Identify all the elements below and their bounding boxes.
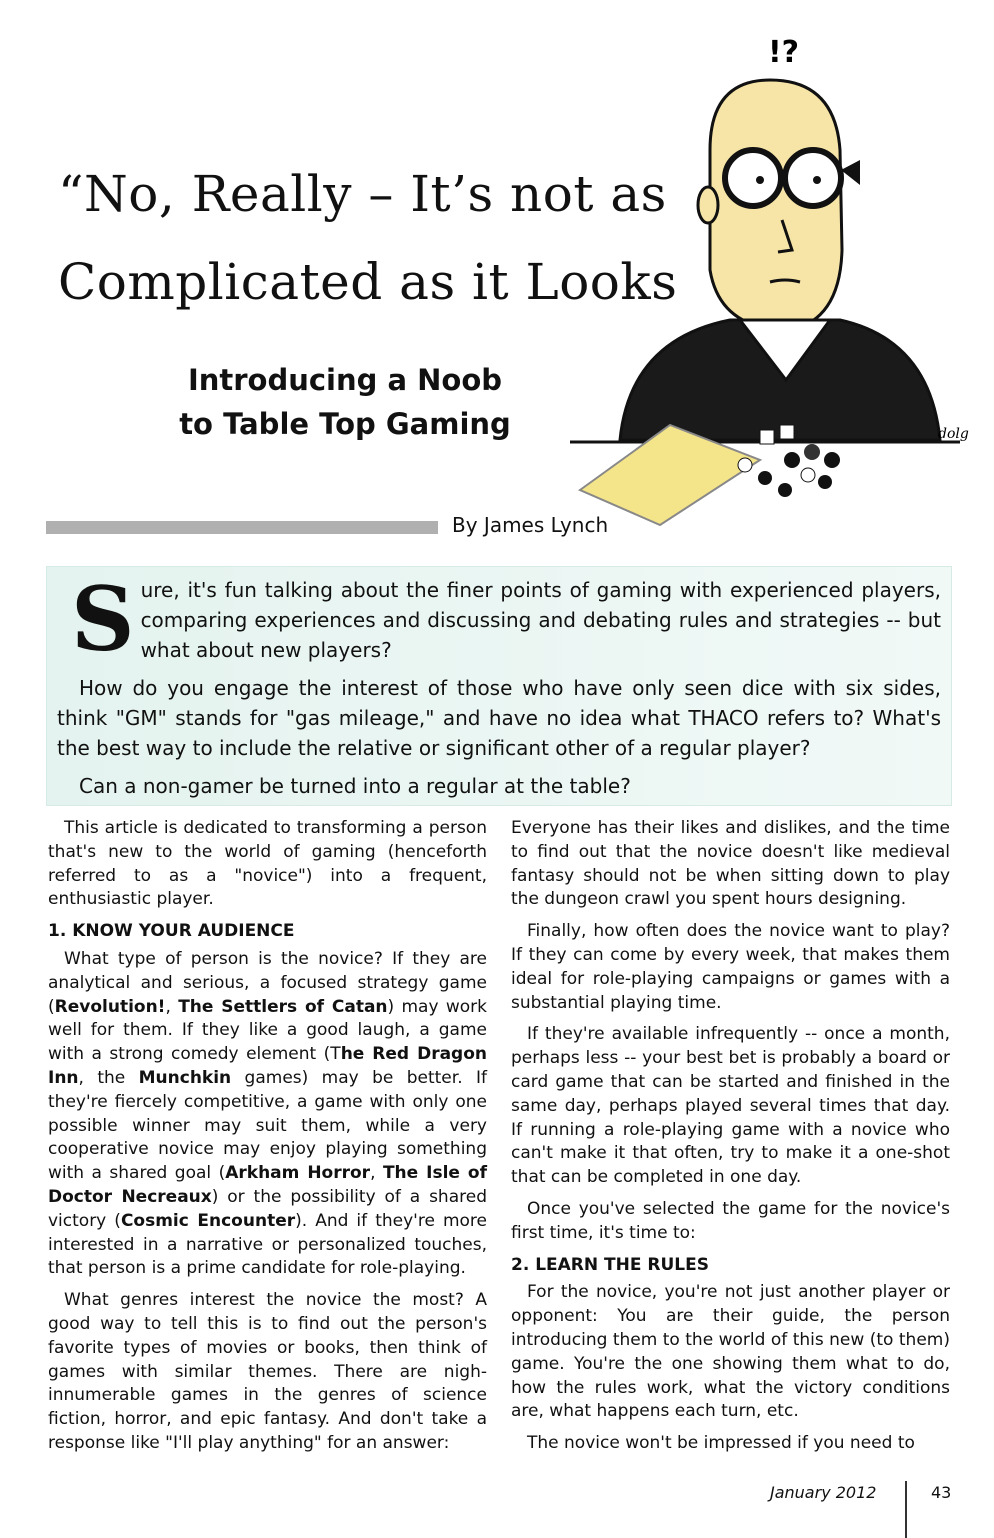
right-column — [511, 817, 950, 1464]
intro-paragraph: How do you engage the interest of those who have only seen dice with six sides, think "GM" stands for "gas mileage," and have no idea what THACO refers to? What's the best way to include the relative or significant other of a regular player? — [57, 676, 941, 760]
game-title: The Settlers of Catan — [178, 996, 388, 1017]
game-title: Cosmic Encounter — [120, 1210, 296, 1231]
drop-cap: S — [71, 567, 135, 671]
byline-rule — [46, 521, 438, 534]
byline: By James Lynch — [452, 513, 609, 537]
page-number: 43 — [931, 1483, 952, 1502]
cartoon-illustration — [560, 20, 980, 540]
body-paragraph: This article is dedicated to transforming a person that's new to the world of gaming (henceforth referred to as a "novice") into a frequent, enthusiastic player. — [48, 818, 487, 910]
artist-signature: dolg — [938, 426, 969, 442]
game-title: Munchkin — [138, 1067, 232, 1088]
footer-divider — [905, 1481, 907, 1538]
body-paragraph: Everyone has their likes and dislikes, and the time to find out that the novice doesn't like medieval fantasy should not be when sitting down to play the dungeon crawl you spent hours designing. — [511, 818, 950, 910]
body-paragraph: Finally, how often does the novice want to play? If they can come by every week, that makes them ideal for role-playing campaigns or games with a substantial playing time. — [511, 921, 950, 1013]
body-paragraph: For the novice, you're not just another player or opponent: You are their guide, the person introducing them to the world of this new (to them) game. You're the one showing them what to do, how the rules work, what the victory conditions are, what happens each turn, etc. — [511, 1282, 950, 1422]
body-paragraph: If they're available infrequently -- once a month, perhaps less -- your best bet is probably a board or card game that can be started and finished in the same day, perhaps played several times that day. If running a role-playing game with a novice who can't make it that often, try to make it a one-shot that can be completed in one day. — [511, 1024, 950, 1188]
glasses-left-icon — [725, 150, 781, 206]
section-heading: 1. KNOW YOUR AUDIENCE — [48, 921, 295, 942]
intro-paragraph: ure, it's fun talking about the finer points of gaming with experienced players, comparing experiences and discussing and debating rules and strategies -- but what about new players? — [140, 578, 941, 662]
title-line-2: Complicated as it Looks — [58, 253, 678, 311]
body-paragraph: What type of person is the novice? If they are analytical and serious, a focused strategy game (Revolution!, The Settlers of Catan) may work well for them. If they like a good laugh, a game with a strong comedy element (The Red Dragon Inn, the Munchkin games) may be better. If they're fiercely competitive, a game with only one possible winner may suit them, while a very cooperative novice may enjoy playing something with a shared goal (Arkham Horror, The Isle of Doctor Necreaux) or the possibility of a shared victory (Cosmic Encounter). And if they're more interested in a narrative or personalized touches, that person is a prime candidate for role-playing. — [48, 948, 488, 1279]
glasses-right-icon — [785, 150, 841, 206]
game-title: Arkham Horror — [225, 1163, 371, 1184]
subtitle-line-2: to Table Top Gaming — [179, 407, 511, 441]
ear — [698, 187, 718, 223]
section-heading: 2. LEARN THE RULES — [511, 1254, 709, 1275]
left-column — [48, 817, 487, 1464]
issue-date: January 2012 — [770, 1483, 877, 1502]
body-paragraph: What genres interest the novice the most? A good way to tell this is to find out the person's favorite types of movies or books, then think of games with similar themes. There are nigh-innumerable games in the genres of science fiction, horror, and epic fantasy. And don't take a response like "I'll play anything" for an answer: — [48, 1290, 487, 1453]
subtitle-line-1: Introducing a Noob — [187, 363, 503, 397]
intro-paragraph: Can a non-gamer be turned into a regular at the table? — [79, 774, 631, 798]
game-title: Revolution! — [54, 996, 166, 1017]
body-paragraph: Once you've selected the game for the novice's first time, it's time to: — [511, 1198, 950, 1243]
body-paragraph: The novice won't be impressed if you need to — [527, 1433, 915, 1454]
title-line-1: “No, Really – It’s not as — [58, 165, 667, 223]
game-title: he Red Dragon Inn — [48, 1044, 487, 1088]
game-title: The Isle of Doctor Necreaux — [48, 1163, 488, 1207]
intro-box — [46, 566, 952, 806]
cartoon-exclaim: !? — [768, 35, 800, 70]
article-subtitle — [150, 358, 540, 446]
